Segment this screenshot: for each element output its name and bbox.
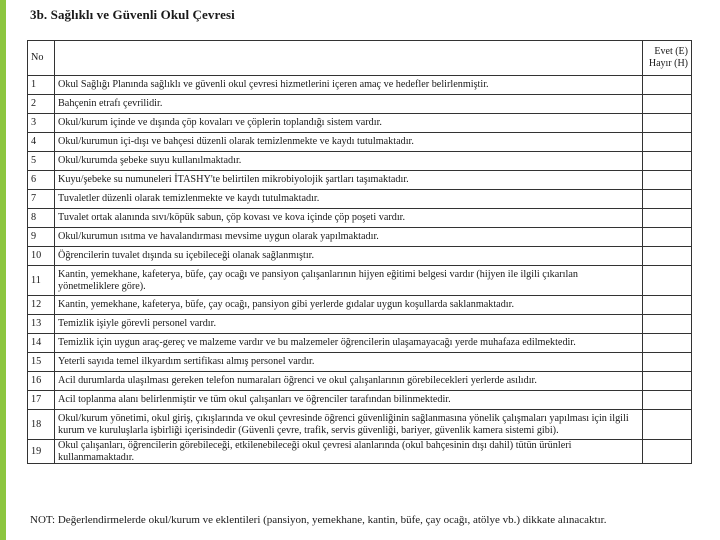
table-row — [28, 391, 692, 410]
row-criterion: Bahçenin etrafı çevrilidir. — [55, 95, 643, 114]
row-criterion: Okul/kurumun ısıtma ve havalandırması mevsime uygun olarak yapılmaktadır. — [55, 228, 643, 247]
row-answer-cell[interactable] — [643, 190, 692, 209]
header-answer — [643, 41, 692, 76]
row-answer-cell[interactable] — [643, 296, 692, 315]
table-row — [28, 334, 692, 353]
row-answer-cell[interactable] — [643, 391, 692, 410]
table-row — [28, 76, 692, 95]
row-criterion: Kantin, yemekhane, kafeterya, büfe, çay ocağı ve pansiyon çalışanlarının hijyen eğitimi belgesi vardır (hijyen ile ilgili çıkarılan yönetmeliklere göre). — [55, 266, 643, 296]
row-answer-cell[interactable] — [643, 76, 692, 95]
row-criterion: Okul/kurumda şebeke suyu kullanılmaktadır. — [55, 152, 643, 171]
row-criterion: Okul/kurumun içi-dışı ve bahçesi düzenli olarak temizlenmekte ve kaydı tutulmaktadır. — [55, 133, 643, 152]
row-criterion: Okul/kurum yönetimi, okul giriş, çıkışlarında ve okul çevresinde öğrenci güvenliğinin sağlanmasına yönelik çalışmaları yapılması için ilgili kurum ve kuruluşlarla işbirliği içerisindedir (Güvenli çevre, trafik, servis güvenliği, bariyer, güvenlik kamera sistemi gibi). — [55, 410, 643, 440]
table-row — [28, 372, 692, 391]
row-answer-cell[interactable] — [643, 353, 692, 372]
table-row — [28, 247, 692, 266]
footer-note: NOT: Değerlendirmelerde okul/kurum ve eklentileri (pansiyon, yemekhane, kantin, büfe, çay ocağı, atölye vb.) dikkate alınacaktır. — [30, 514, 607, 526]
row-number: 1 — [28, 76, 55, 95]
table-row — [28, 95, 692, 114]
row-number: 5 — [28, 152, 55, 171]
row-number: 11 — [28, 266, 55, 296]
row-answer-cell[interactable] — [643, 410, 692, 440]
row-criterion: Yeterli sayıda temel ilkyardım sertifikası almış personel vardır. — [55, 353, 643, 372]
table-row — [28, 410, 692, 440]
row-criterion: Okul/kurum içinde ve dışında çöp kovaları ve çöplerin toplandığı sistem vardır. — [55, 114, 643, 133]
header-answer-no: Hayır (H) — [648, 58, 688, 69]
row-number: 8 — [28, 209, 55, 228]
row-number: 15 — [28, 353, 55, 372]
table-row — [28, 353, 692, 372]
page-title: 3b. Sağlıklı ve Güvenli Okul Çevresi — [30, 7, 235, 22]
left-accent-bar — [0, 0, 6, 540]
row-criterion: Öğrencilerin tuvalet dışında su içebileceği olanak sağlanmıştır. — [55, 247, 643, 266]
row-answer-cell[interactable] — [643, 114, 692, 133]
table-row — [28, 228, 692, 247]
table-row — [28, 315, 692, 334]
header-answer-yes: Evet (E) — [654, 45, 688, 57]
row-answer-cell[interactable] — [643, 315, 692, 334]
checklist-table — [27, 40, 692, 464]
row-number: 18 — [28, 410, 55, 440]
table-row — [28, 114, 692, 133]
row-answer-cell[interactable] — [643, 266, 692, 296]
row-number: 9 — [28, 228, 55, 247]
row-number: 3 — [28, 114, 55, 133]
row-answer-cell[interactable] — [643, 133, 692, 152]
row-number: 7 — [28, 190, 55, 209]
row-number: 12 — [28, 296, 55, 315]
row-criterion: Acil toplanma alanı belirlenmiştir ve tüm okul çalışanları ve öğrenciler tarafından bilinmektedir. — [55, 391, 643, 410]
row-answer-cell[interactable] — [643, 334, 692, 353]
row-number: 16 — [28, 372, 55, 391]
table-row — [28, 171, 692, 190]
table-row — [28, 296, 692, 315]
row-criterion: Tuvalet ortak alanında sıvı/köpük sabun, çöp kovası ve kova içinde çöp poşeti vardır. — [55, 209, 643, 228]
row-criterion: Kuyu/şebeke su numuneleri İTASHY'te belirtilen mikrobiyolojik şartları taşımaktadır. — [55, 171, 643, 190]
table-row — [28, 190, 692, 209]
row-answer-cell[interactable] — [643, 209, 692, 228]
row-criterion: Temizlik işiyle görevli personel vardır. — [55, 315, 643, 334]
row-number: 6 — [28, 171, 55, 190]
row-number: 10 — [28, 247, 55, 266]
row-answer-cell[interactable] — [643, 247, 692, 266]
row-criterion: Kantin, yemekhane, kafeterya, büfe, çay ocağı, pansiyon gibi yerlerde gıdalar uygun koşullarda saklanmaktadır. — [55, 296, 643, 315]
row-number: 17 — [28, 391, 55, 410]
row-number: 2 — [28, 95, 55, 114]
row-number: 19 — [28, 440, 55, 464]
row-answer-cell[interactable] — [643, 440, 692, 464]
row-answer-cell[interactable] — [643, 228, 692, 247]
row-criterion: Temizlik için uygun araç-gereç ve malzeme vardır ve bu malzemeler öğrencilerin ulaşamayacağı yerde muhafaza edilmektedir. — [55, 334, 643, 353]
header-item — [55, 41, 643, 76]
header-no: No — [28, 41, 55, 76]
table-row — [28, 440, 692, 464]
row-number: 14 — [28, 334, 55, 353]
row-criterion: Acil durumlarda ulaşılması gereken telefon numaraları öğrenci ve okul çalışanlarının görebilecekleri yerlerde asılıdır. — [55, 372, 643, 391]
row-answer-cell[interactable] — [643, 95, 692, 114]
table-header-row — [28, 41, 692, 76]
row-criterion: Okul Sağlığı Planında sağlıklı ve güvenli okul çevresi hizmetlerini içeren amaç ve hedefler belirlenmiştir. — [55, 76, 643, 95]
row-answer-cell[interactable] — [643, 372, 692, 391]
table-row — [28, 209, 692, 228]
row-number: 4 — [28, 133, 55, 152]
row-number: 13 — [28, 315, 55, 334]
table-row — [28, 133, 692, 152]
table-row — [28, 152, 692, 171]
row-answer-cell[interactable] — [643, 171, 692, 190]
row-criterion: Tuvaletler düzenli olarak temizlenmekte ve kaydı tutulmaktadır. — [55, 190, 643, 209]
row-criterion: Okul çalışanları, öğrencilerin görebileceği, etkilenebileceği okul çevresi alanlarında (okul bahçesinin dışı dahil) tütün ürünleri kullanmamaktadır. — [55, 440, 643, 464]
table-row — [28, 266, 692, 296]
row-answer-cell[interactable] — [643, 152, 692, 171]
